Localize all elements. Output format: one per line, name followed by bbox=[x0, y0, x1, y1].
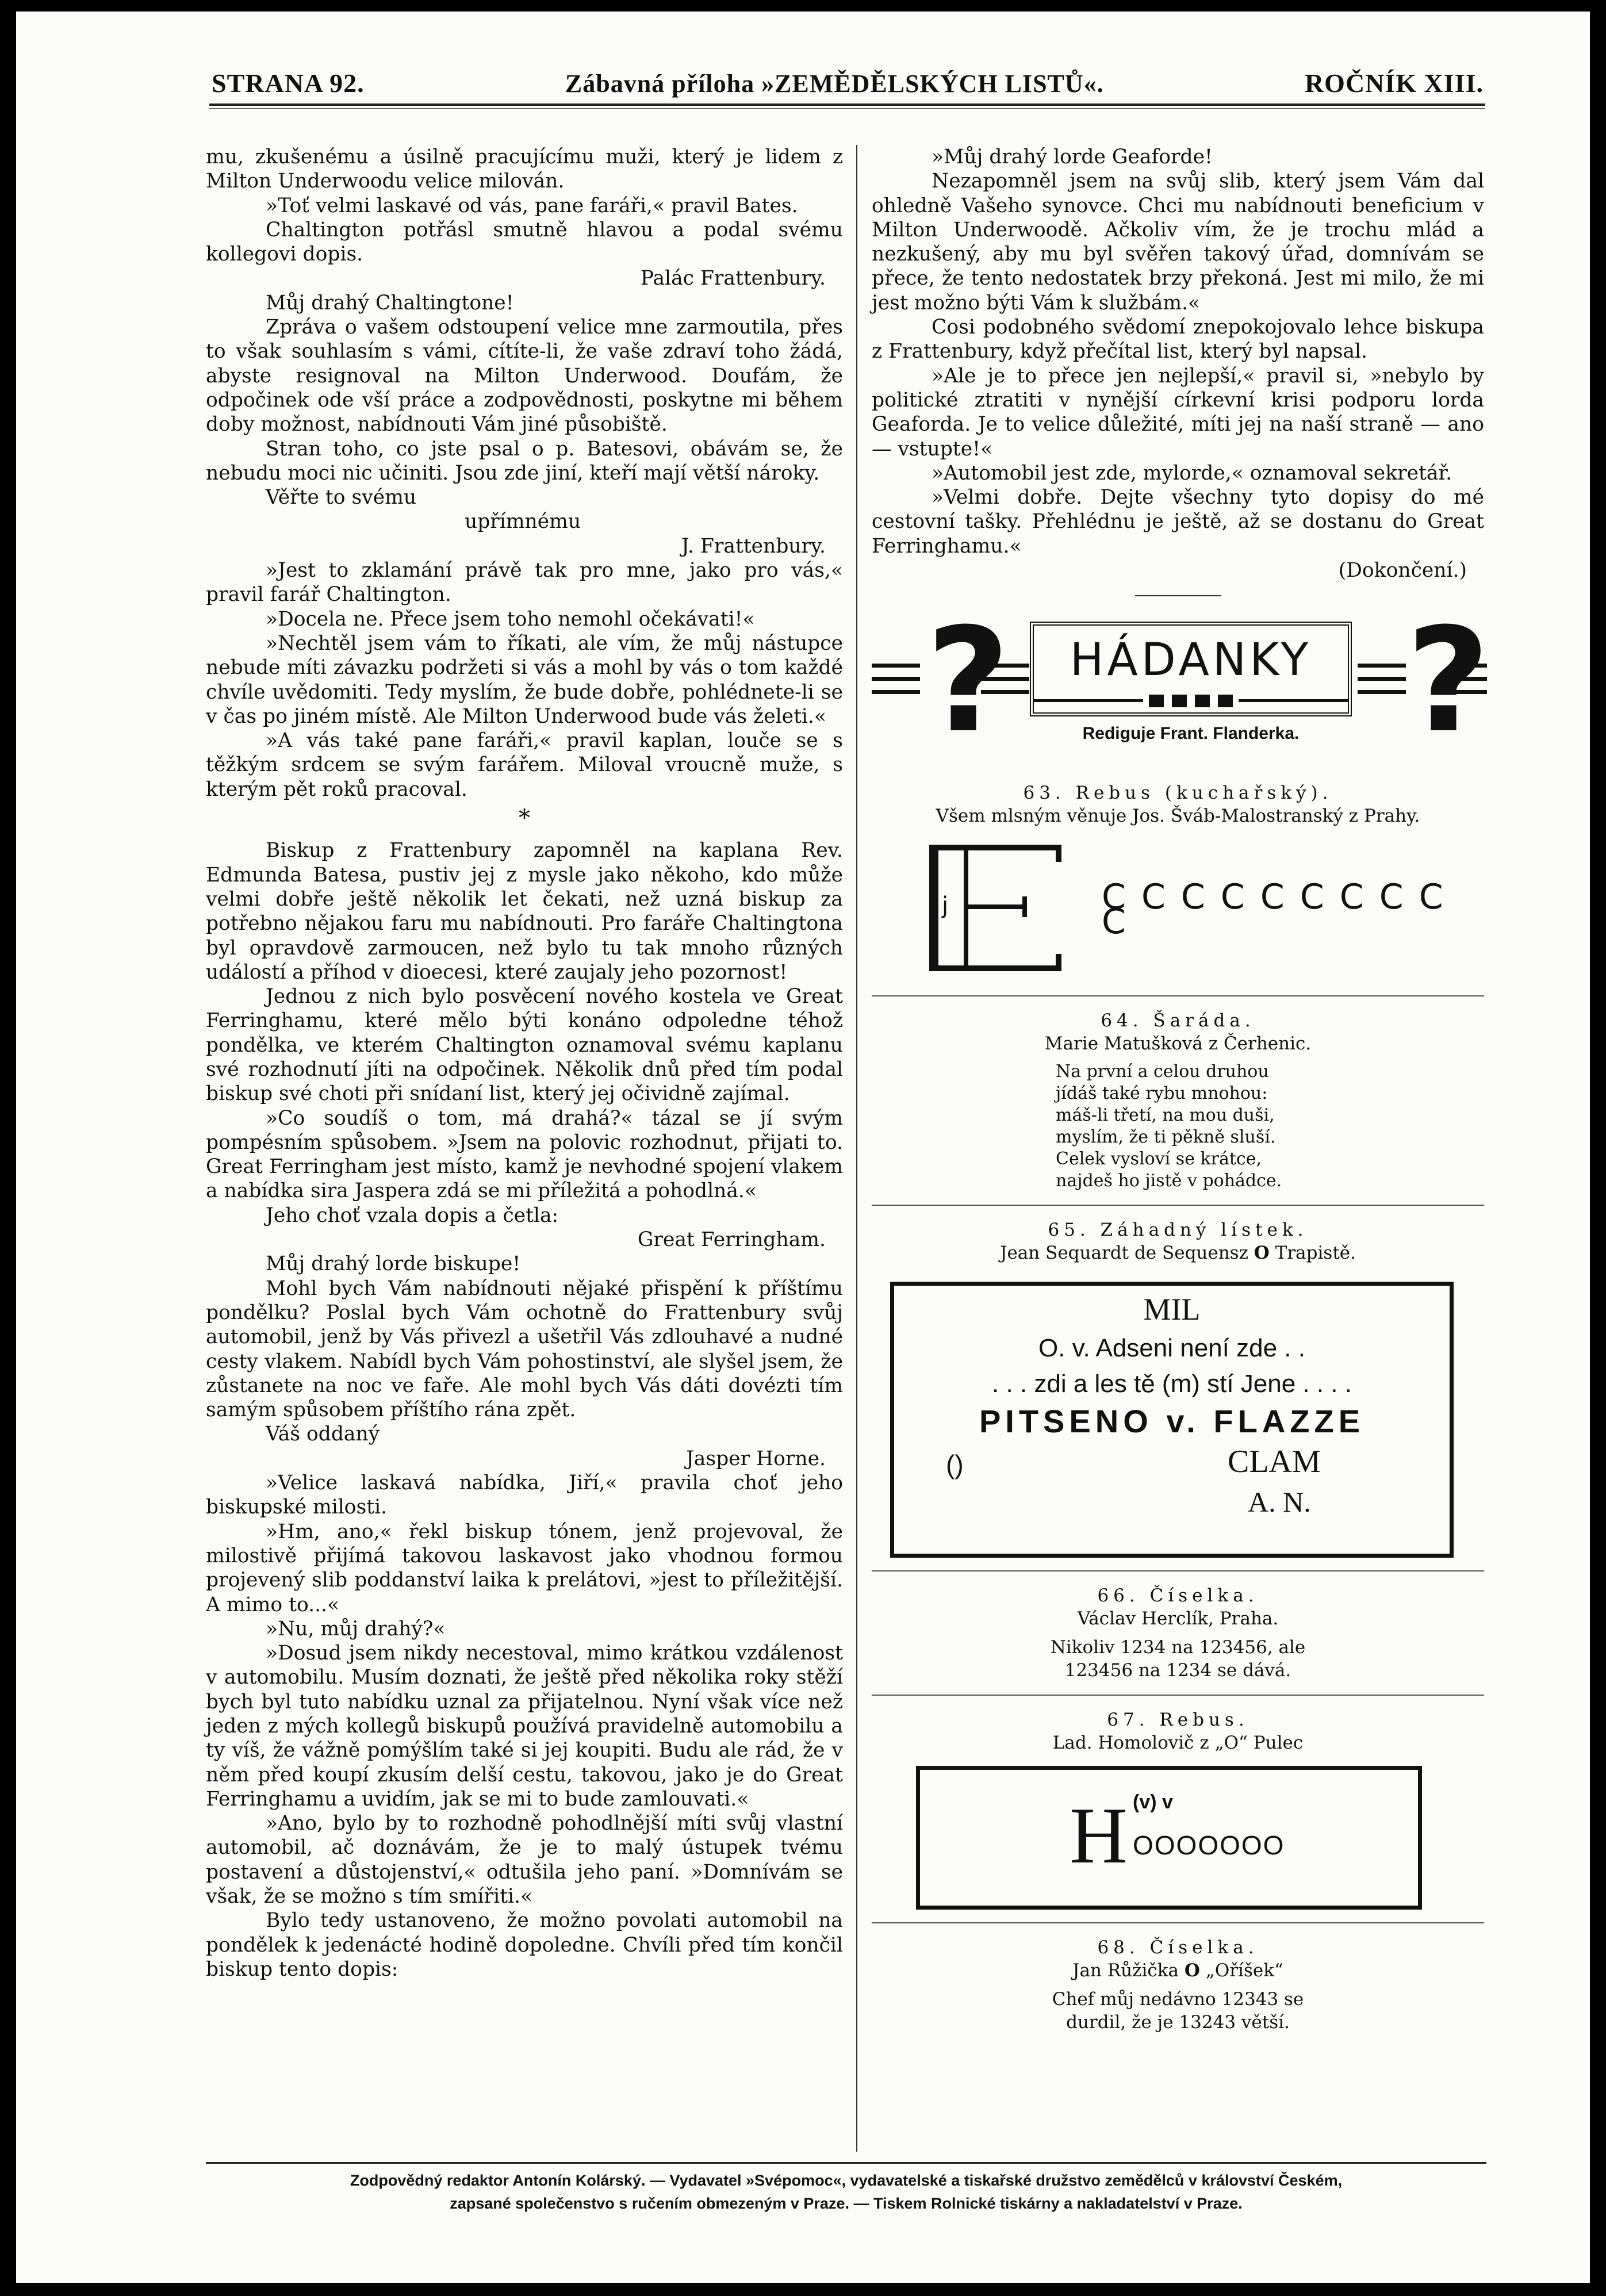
paragraph: »Ale je to přece jen nejlepší,« pravil si, »nebylo by politické ztratiti v nynější církevní krisi podporu lorda Geaforda. Je to velice důležité, míti jej na naší straně — ano — vstupte!« bbox=[872, 364, 1484, 461]
banner-lines-left-inner bbox=[981, 664, 1029, 703]
banner-lines-right bbox=[1452, 664, 1487, 703]
puzzle-63-author: Všem mlsným věnuje Jos. Šváb-Malostranský z Prahy. bbox=[936, 806, 1420, 827]
paragraph: »Ano, bylo by to rozhodně pohodlnější míti svůj vlastní automobil, ač doznávám, že je to malý ústupek tvému postavení a důstojenství,« odtušila jeho paní. »Domnívám se však, že se možno s tím smířiti.« bbox=[206, 1812, 843, 1908]
header-rule-thin bbox=[209, 108, 1485, 109]
puzzle-68-line: durdil, že je 13243 větší. bbox=[1066, 2012, 1290, 2033]
imprint-line: zapsané společenstvo s ručením obmezeným v Praze. — Tiskem Rolnické tiskárny a nakladatelství v Praze. bbox=[450, 2195, 1243, 2212]
paragraph: Bylo tedy ustanoveno, že možno povolati automobil na pondělek k jedenácté hodině dopoledne. Chvíli před tím končil biskup tento dopis: bbox=[206, 1909, 843, 1981]
paragraph: »Jest to zklamání právě tak pro mne, jako pro vás,« pravil farář Chaltington. bbox=[206, 559, 843, 607]
poem-line: myslím, že ti pěkně sluší. bbox=[1056, 1127, 1276, 1148]
page-number: STRANA 92. bbox=[212, 68, 365, 98]
letter-closing: upřímnému bbox=[465, 510, 581, 534]
letter-closing: Váš oddaný bbox=[266, 1423, 380, 1446]
puzzle-66-line: 123456 na 1234 se dává. bbox=[1064, 1660, 1291, 1681]
letter-salutation: Můj drahý lorde biskupe! bbox=[266, 1252, 521, 1276]
poem-line: najdeš ho jistě v pohádce. bbox=[1056, 1171, 1282, 1191]
question-mark-icon: ? bbox=[926, 597, 1010, 765]
paragraph: »A vás také pane faráři,« pravil kaplan, louče se s těžkým srdcem se svým farářem. Miloval vroucně muže, s kterým pět roků pracoval. bbox=[206, 729, 843, 801]
to-be-continued: (Dokončení.) bbox=[1338, 559, 1467, 582]
puzzles-editor: Rediguje Frant. Flanderka. bbox=[1082, 724, 1300, 743]
poem-line: máš-li třetí, na mou duši, bbox=[1056, 1105, 1275, 1126]
puzzle-separator bbox=[872, 1205, 1484, 1206]
puzzle-64-poem bbox=[1056, 1061, 1484, 1192]
puzzle-64-title: 64. Šaráda. bbox=[1101, 1010, 1255, 1032]
puzzle-68-line: Chef můj nedávno 12343 se bbox=[1052, 1989, 1304, 2010]
puzzle-66-title: 66. Číselka. bbox=[1097, 1585, 1259, 1607]
puzzle-separator bbox=[872, 1695, 1484, 1696]
letter-address: Great Ferringham. bbox=[637, 1228, 826, 1252]
puzzle-67-author: Lad. Homolovič z „O“ Pulec bbox=[1052, 1732, 1304, 1754]
separator bbox=[1135, 595, 1221, 596]
page bbox=[16, 12, 1590, 2283]
volume-label: ROČNÍK XIII. bbox=[1304, 68, 1484, 98]
imprint-line: Zodpovědný redaktor Antonín Kolárský. — Vydavatel »Svépomoc«, vydavatelské a tiskařské družstvo zemědělců v království Českém, bbox=[350, 2172, 1343, 2189]
paragraph: mu, zkušenému a úsilně pracujícímu muži, který je lidem z Milton Underwoodu velice milován. bbox=[206, 145, 843, 193]
paragraph: »Nechtěl jsem vám to říkati, ale vím, že můj nástupce nebude míti závazku podržeti si vás a mohl by vás o tom každé chvíle uvědomiti. Tedy myslím, že bude dobře, pohlédnete-li se v čas po jiném místě. Ale Milton Underwood bude vás želeti.« bbox=[206, 631, 843, 728]
paragraph: »Nu, můj drahý?« bbox=[266, 1617, 446, 1640]
puzzle-67-title: 67. Rebus. bbox=[1107, 1709, 1249, 1731]
puzzle-separator bbox=[872, 1570, 1484, 1571]
paragraph: »Dosud jsem nikdy necestoval, mimo krátkou vzdálenost v automobilu. Musím doznati, že ještě před několika roky stěží bych byl tuto nabídku uznal za přijatelnou. Nyní však více než jeden z mých kollegů biskupů používá pravidelně automobilu a ty víš, že vážně pomýšlím také si jej koupiti. Budu ale rád, že v něm před koupí zkusím delší cestu, takovou, jako je do Great Ferringhamu a uvidím, jak se mi to bude zamlouvati.« bbox=[206, 1642, 843, 1811]
poem-line: Celek vysloví se krátce, bbox=[1056, 1149, 1262, 1170]
rebus-letters-c: C C C C C C C C C C bbox=[1102, 877, 1446, 942]
letter-signature: J. Frattenbury. bbox=[681, 534, 826, 558]
paragraph: »Toť velmi laskavé od vás, pane faráři,« pravil Bates. bbox=[266, 194, 798, 217]
paragraph: »Automobil jest zde, mylorde,« oznamoval sekretář. bbox=[932, 461, 1452, 485]
card-line: MIL bbox=[1143, 1292, 1201, 1327]
banner-lines-right-inner bbox=[1358, 664, 1406, 703]
poem-line: Na první a celou druhou bbox=[1056, 1061, 1269, 1082]
rebus-letters-o: OOOOOOO bbox=[1133, 1830, 1285, 1861]
author-symbol: O bbox=[1254, 1243, 1270, 1264]
puzzle-separator bbox=[872, 995, 1484, 996]
card-line: PITSENO v. FLAZZE bbox=[979, 1403, 1365, 1440]
left-column bbox=[206, 145, 843, 1981]
paragraph: Chaltington potřásl smutně hlavou a podal svému kollegovi dopis. bbox=[206, 218, 843, 266]
rebus-letter-h: H bbox=[1070, 1791, 1128, 1881]
page-header bbox=[212, 68, 1484, 98]
puzzle-65-card bbox=[890, 1282, 1454, 1558]
puzzles-banner bbox=[872, 597, 1490, 765]
rebus-letter-j: j bbox=[942, 892, 949, 919]
section-divider-star: * bbox=[519, 805, 530, 832]
letter-salutation: »Můj drahý lorde Geaforde! bbox=[932, 145, 1213, 168]
paragraph: Nezapomněl jsem na svůj slib, který jsem Vám dal ohledně Vašeho synovce. Chci mu nabídnouti beneficium v Milton Underwoodě. Ačkoliv vím, že je trochu mlád a nezkušený, aby mu byl svěřen takový úřad, domnívám se přece, že tento nedostatek brzy překoná. Jest mi milo, že mi jest možno býti Vám k službám.« bbox=[872, 170, 1484, 315]
banner-lines-left bbox=[872, 664, 920, 703]
header-rule bbox=[209, 104, 1485, 106]
letter-address: Palác Frattenbury. bbox=[640, 267, 826, 290]
letter-signature: Jasper Horne. bbox=[685, 1447, 826, 1470]
paragraph: »Hm, ano,« řekl biskup tónem, jenž projevoval, že milostivě přijímá takovou laskavost jako vhodnou formou projevený slib poddanství laika k prelátovi, »jest to příležitější. A mimo to...« bbox=[206, 1520, 843, 1616]
right-column bbox=[872, 145, 1490, 2034]
supplement-title: Zábavná příloha »ZEMĚDĚLSKÝCH LISTŮ«. bbox=[565, 70, 1104, 98]
imprint-footer bbox=[206, 2169, 1486, 2215]
card-line: CLAM bbox=[1228, 1444, 1321, 1480]
puzzle-separator bbox=[872, 1922, 1484, 1923]
author-symbol: O bbox=[1184, 1960, 1200, 1981]
puzzles-title: HÁDANKY bbox=[1070, 634, 1312, 687]
puzzle-65-title: 65. Záhadný lístek. bbox=[1048, 1220, 1308, 1241]
poem-line: jídáš také rybu mnohou: bbox=[1056, 1083, 1268, 1104]
paragraph: Jednou z nich bylo posvěcení nového kostela ve Great Ferringhamu, které mělo býti konáno odpoledne téhož pondělka, ve kterém Chaltington oznamoval svému kaplanu své rozhodnutí jíti na odpočinek. Několik dnů před tím podal biskup své choti při snídaní list, který jej očividně zajímal. bbox=[206, 985, 843, 1106]
puzzle-63-title: 63. Rebus (kuchařský). bbox=[1023, 783, 1333, 804]
puzzle-63-rebus bbox=[872, 839, 1484, 983]
puzzle-68-title: 68. Číselka. bbox=[1097, 1937, 1259, 1958]
paragraph: »Docela ne. Přece jsem toho nemohl očekávati!« bbox=[266, 607, 755, 631]
card-line: () bbox=[946, 1450, 964, 1480]
question-mark-icon: ? bbox=[1406, 597, 1490, 765]
paragraph: »Velmi dobře. Dejte všechny tyto dopisy do mé cestovní tašky. Přehlédnu je ještě, až se dostanu do Great Ferringhamu.« bbox=[872, 486, 1484, 558]
puzzle-68-author: Jan Růžička O „Oříšek“ bbox=[1072, 1960, 1283, 1981]
rebus-marks: (v) v bbox=[1133, 1791, 1173, 1814]
paragraph: »Velice laskavá nabídka, Jiří,« pravila choť jeho biskupské milosti. bbox=[206, 1471, 843, 1519]
footer-rule bbox=[206, 2162, 1486, 2164]
card-line: O. v. Adseni není zde . . bbox=[1038, 1334, 1305, 1363]
puzzle-66-author: Václav Herclík, Praha. bbox=[1077, 1608, 1279, 1630]
paragraph: Cosi podobného svědomí znepokojovalo lehce biskupa z Frattenbury, když přečítal list, který byl napsal. bbox=[872, 316, 1484, 363]
letter-closing: Věřte to svému bbox=[266, 486, 417, 509]
column-divider bbox=[856, 145, 857, 2152]
paragraph: Biskup z Frattenbury zapomněl na kaplana Rev. Edmunda Batesa, pustiv jej z mysle jako někoho, kdo může velmi dobře ještě několik let čekati, než uzná biskup za potřebno nějakou faru mu nabídnouti. Pro faráře Chaltingtona byl opravdově zarmoucen, než bylo tu tak mnoho různých událostí a příhod v dioecesi, které zaujaly jeho pozornost! bbox=[206, 839, 843, 984]
paragraph: Jeho choť vzala dopis a četla: bbox=[266, 1203, 559, 1227]
puzzle-66-line: Nikoliv 1234 na 123456, ale bbox=[1050, 1637, 1306, 1658]
card-line: . . . zdi a les tě (m) stí Jene . . . . bbox=[992, 1370, 1352, 1398]
puzzle-64-author: Marie Matušková z Čerhenic. bbox=[1044, 1033, 1312, 1055]
continuation-line bbox=[872, 558, 1484, 582]
title-box-blocks bbox=[1143, 695, 1239, 707]
letter-salutation: Můj drahý Chaltingtone! bbox=[266, 291, 514, 315]
puzzles-title-box bbox=[1030, 622, 1352, 716]
card-line: A. N. bbox=[1248, 1486, 1311, 1519]
paragraph: »Co soudíš o tom, má drahá?« tázal se jí svým pompésním spůsobem. »Jsem na polovic rozhodnut, přijati to. Great Ferringham jest místo, kamž je nevhodné spojení vlakem a nabídka sira Jaspera zdá se mi příležitá a pohodlná.« bbox=[206, 1106, 843, 1203]
paragraph: Mohl bych Vám nabídnouti nějaké přispění k příštímu pondělku? Poslal bych Vám ochotně do Frattenbury svůj automobil, jenž by Vás přivezl a ušetřil Vás zdlouhavé a nudné cesty vlakem. Nabídl bych Vám pohostinství, ale slyšel jsem, že zůstanete na noc ve faře. Ale mohl bych Vás dáti dovézti tím samým spůsobem příštího rána zpět. bbox=[206, 1277, 843, 1422]
puzzle-67-rebus bbox=[916, 1766, 1422, 1910]
paragraph: Zpráva o vašem odstoupení velice mne zarmoutila, přes to však souhlasím s vámi, cítíte-li, že vaše zdraví toho žádá, abyste resignoval na Milton Underwood. Doufám, že odpočinek ode vší práce a zodpovědnosti, poskytne mi během doby možnost, nabídnouti Vám jiné působiště. bbox=[206, 316, 843, 436]
puzzle-65-author: Jean Sequardt de Sequensz O Trapistě. bbox=[1000, 1243, 1356, 1264]
paragraph: Stran toho, co jste psal o p. Batesovi, obávám se, že nebudu moci nic učiniti. Jsou zde jiní, kteří mají větší nároky. bbox=[206, 437, 843, 485]
